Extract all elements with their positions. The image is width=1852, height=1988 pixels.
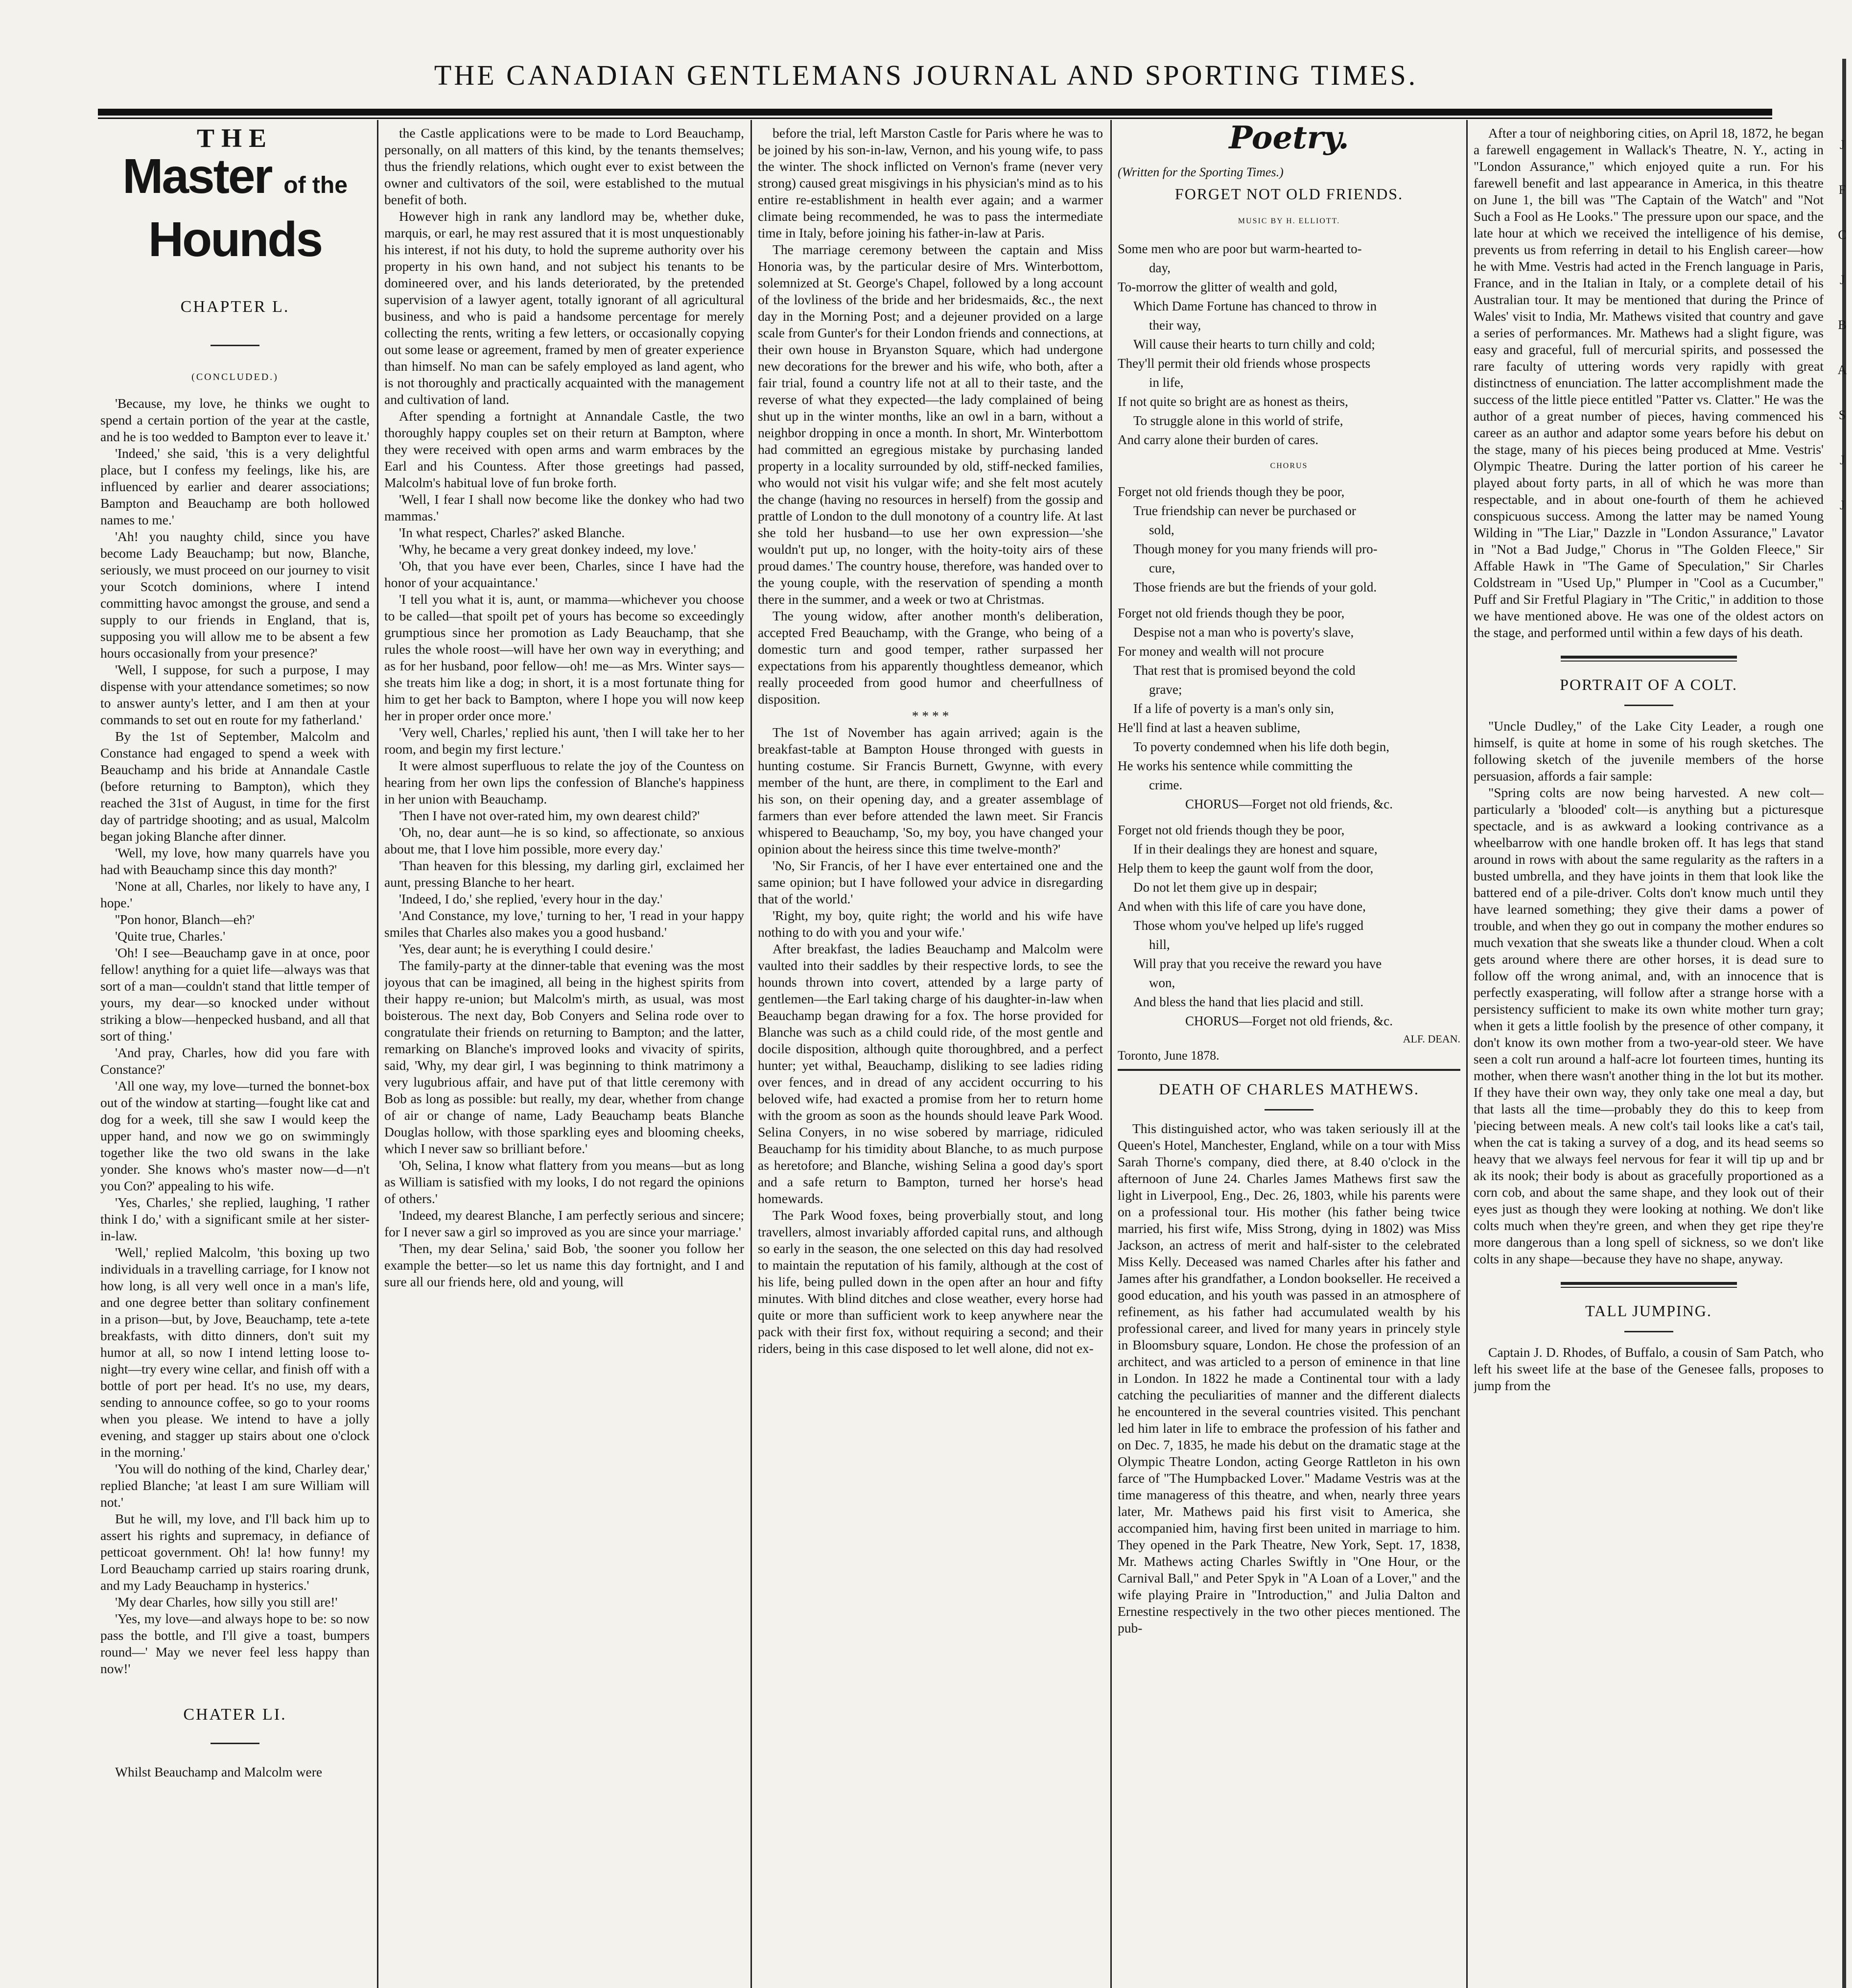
poem-line: And carry alone their burden of cares. [1118,432,1319,447]
story-title-of-the: of the [283,172,348,198]
story-paragraph: 'Quite true, Charles.' [115,928,226,944]
story-paragraph: 'Yes, Charles,' she replied, laughing, 'I rather think I do,' with a significant smile at her sister-in-law. [100,1195,370,1243]
chapter-heading-2: CHATER LI. [183,1705,287,1724]
poem-line: Some men who are poor but warm-hearted to- [1118,241,1362,256]
poem-line: If not quite so bright are as honest as theirs, [1118,394,1348,409]
column-4-poetry-and-obituary [1118,125,1460,1981]
poem-title: FORGET NOT OLD FRIENDS. [1174,185,1404,203]
adjacent-page-letters [1835,122,1850,528]
obituary-text: This distinguished actor, who was taken seriously ill at the Queen's Hotel, Manchester, England, while on a tour with Miss Sarah Thorne's company, died there, at 8.40 o'clock in the afternoon of June 24. Charles James Mathews first saw the light in Liverpool, Eng., Dec. 26, 1803, while his parents were on a professional tour. His mother (his father being twice married, his first wife, Miss Strong, dying in 1802) was Miss Jackson, an actress of merit and half-sister to the celebrated Miss Kelly. Deceased was named Charles after his father and James after his grandfather, a London bookseller. He received a good education, and his youth was passed in an atmosphere of refinement, as his father had accumulated wealth by his professional career, and lived for many years in princely style in Bloomsbury square, London. He chose the profession of an architect, and was articled to a person of eminence in that line in London. In 1822 he made a Continental tour with a lady catching the peculiarities of manner and the different dialects he encountered in the several countries visited. This penchant led him later in life to embrace the profession of his father and on Dec. 7, 1835, he made his debut on the dramatic stage at the Olympic Theatre London, acting George Rattleton in his own farce of "The Humpbacked Lover." Madame Vestris was at the time manageress of this theatre, and when, nearly three years later, Mr. Mathews paid his first visit to America, she accompanied him, having first been united in marriage to him. They opened in the Park Theatre, New York, Sept. 17, 1838, Mr. Mathews acting Charles Swiftly in "One Hour, or the Carnival Ball," and Peter Spyk in "A Loan of a Lover," and the wife playing Praire in "Introduction," and Julia Dalton and Ernestine respectively in the two other pieces mentioned. The pub- [1118,1121,1460,1635]
story-paragraph: 'Why, he became a very great donkey indeed, my love.' [399,542,696,557]
poem-line: hill, [1149,937,1170,952]
masthead-rule-thin [98,118,1772,119]
poem-chorus [1118,482,1460,597]
section-rule-2 [1561,656,1737,659]
tall-jumping-heading: TALL JUMPING. [1585,1302,1712,1320]
story-paragraph: 'None at all, Charles, nor likely to have any, I hope.' [100,878,370,910]
poem-line: To poverty condemned when his life doth begin, [1133,739,1389,754]
edge-letter: J [1839,138,1845,152]
poem-line: CHORUS—Forget not old friends, &c. [1185,797,1393,811]
poem-line: To struggle alone in this world of strife, [1133,413,1343,428]
story-paragraphs-3 [758,125,1103,1357]
story-paragraph: 'Then, my dear Selina,' said Bob, 'the sooner you follow her example the better—so let us name this day fortnight, and I and sure all our friends here, old and young, will [384,1241,744,1289]
column-2-story-continued [384,125,744,1981]
column-rule-4 [1466,120,1468,1988]
poem-line: True friendship can never be purchased or [1133,503,1356,518]
story-paragraph: 'Oh! I see—Beauchamp gave in at once, poor fellow! anything for a quiet life—always was that sort of a man—couldn't stand that little temper of yours, my dear—so knocked under without striking a blow—henpecked husband, and all that sort of thing.' [100,945,370,1043]
poem-line: Do not let them give up in despair; [1133,880,1317,895]
story-title [100,149,370,266]
story-paragraph: The marriage ceremony between the captain and Miss Honoria was, by the particular desire of Mrs. Winterbottom, solemnized at St. George's Chapel, followed by a long account of the lovliness of the bride and her bridesmaids, &c., the next day in the Morning Post; and a dejeuner provided on a large scale from Gunter's for their London friends and connections, at their own house in Bryanston Square, which had undergone new decorations for the brewer and his wife, who both, after a fair trial, found a country life not at all to their taste, and the reverse of what they expected—the lady complained of being shut up in the winter months, like an owl in a barn, without a neighbor dropping in once a month. In short, Mr. Winterbottom had committed an egregious mistake by purchasing landed property in a locality surrounded by old, stiff-necked families, who would not visit his vulgar wife; and she felt most acutely the change (having no resources in herself) from the gossip and prattle of London to the dull monotony of a country life. At last she told her husband—to use her own expression—'she wouldn't put up, no longer, with the hoity-toity airs of these proud dames.' The country house, therefore, was handed over to the young couple, with the reservation of spending a month there in the summer, and a week or two at Christmas. [758,242,1103,607]
column-rule-1 [377,120,378,1988]
story-paragraph: The family-party at the dinner-table that evening was the most joyous that can be imagined, all being in the highest spirits from their happy re-union; but Malcolm's mirth, as usual, was most boisterous. The next day, Bob Conyers and Selina rode over to congratulate their friends on returning to Bampton; and the latter, remarking on Blanche's improved looks and vivacity of spirits, said, 'Why, my dear girl, I was beginning to think matrimony a very lugubrious affair, and have put of that little ceremony with Bob as long as possible: but really, my dear, whether from change of air or change of name, Lady Beauchamp beats Blanche Douglas hollow, with those sparkling eyes and blooming cheeks, which I never saw so brilliant before.' [384,958,744,1156]
story-paragraph: 'I tell you what it is, aunt, or mamma—whichever you choose to be called—that spoilt pet of yours has become so exceedingly grumptious since her promotion as Lady Beauchamp, that she rules the whole roost—will have her own way in everything; and as for her husband, poor fellow—oh! me—as Mrs. Winter says—she treats him like a dog; in short, it is a most fortunate thing for him to get her back to Bampton, where I hope you will now keep her in proper order once more.' [384,592,744,723]
poem-line: If a life of poverty is a man's only sin, [1133,701,1334,716]
story-paragraphs [100,395,370,1677]
poem-line: That rest that is promised beyond the cold [1133,663,1356,678]
poem-line: Despise not a man who is poverty's slave, [1133,625,1354,639]
story-paragraph: 'My dear Charles, how silly you still are!' [115,1594,338,1609]
story-paragraph: But he will, my love, and I'll back him up to assert his rights and supremacy, in defiance of petticoat government. Oh! la! how funny! my Lord Beauchamp carried up stairs roaring drunk, and my Lady Beauchamp in hysterics.' [100,1511,370,1593]
masthead-rule-thick [98,109,1772,116]
poem-line: in life, [1149,375,1184,390]
story-paragraph: 'Indeed,' she said, 'this is a very delightful place, but I confess my feelings, like his, are influenced by earlier and dearer associations; Bampton and Beauchamp are both hollowed names to me.' [100,446,370,527]
edge-letter: J [1839,273,1845,287]
column-5-obituary-and-colt [1474,125,1824,1981]
story-paragraph: 'Because, my love, he thinks we ought to spend a certain portion of the year at the castle, and he is too wedded to Bampton ever to leave it.' [100,396,370,444]
poem-chorus-label: CHORUS [1270,462,1308,470]
poem-stanza-2 [1118,604,1460,814]
story-paragraph: 'And pray, Charles, how did you fare with Constance?' [100,1045,370,1077]
story-paragraph: 'Well, I fear I shall now become like the donkey who had two mammas.' [384,492,744,523]
obituary-rule [1265,1109,1313,1111]
story-paragraph: 'You will do nothing of the kind, Charley dear,' replied Blanche; 'at least I am sure William will not.' [100,1461,370,1510]
edge-letter: S [1838,408,1846,422]
poem-line: For money and wealth will not procure [1118,644,1324,659]
story-paragraph: ''Pon honor, Blanch—eh?' [115,912,255,927]
edge-letter: F [1838,183,1846,197]
story-paragraph: 'Well, my love, how many quarrels have you had with Beauchamp since this day month?' [100,845,370,877]
story-paragraph: 'Well,' replied Malcolm, 'this boxing up two individuals in a travelling carriage, for I know not how long, is all very well once in a man's life, and one degree better than solitary confinement in a prison—but, by Jove, Beauchamp, tete a-tete breakfasts, with ditto dinners, don't suit my humor at all, so now I intend letting loose to-night—try every wine cellar, and finish off with a bottle of port per head. It's no use, my dears, sending to announce coffee, so go to your rooms when you please. We intend to have a jolly evening, and stagger up stairs about one o'clock in the morning.' [100,1245,370,1460]
edge-letter: J [1839,498,1845,512]
section-rule-3 [1561,1282,1737,1285]
poem-line: Forget not old friends though they be poor, [1118,484,1345,499]
poem-music-credit: MUSIC BY H. ELLIOTT. [1238,217,1340,225]
poem-line: CHORUS—Forget not old friends, &c. [1185,1014,1393,1028]
poem-line: Which Dame Fortune has chanced to throw in [1133,299,1377,313]
story-paragraph: 'In what respect, Charles?' asked Blanche. [399,525,625,540]
poem-line: Though money for you many friends will pro- [1133,542,1378,556]
poem-line: Help them to keep the gaunt wolf from the door, [1118,861,1374,876]
story-the-label: THE [196,125,274,153]
poem-line: Forget not old friends though they be poor, [1118,823,1345,837]
column-1-serial-story [100,125,370,1981]
story-paragraph: By the 1st of September, Malcolm and Constance had engaged to spend a week with Beauchamp and his bride at Annandale Castle (before returning to Bampton), which they reached the 31st of August, in time for the first day of partridge shooting; and as usual, Malcolm began joking Blanche after dinner. [100,729,370,844]
story-paragraph: 'Yes, my love—and always hope to be: so now pass the bottle, and I'll give a toast, bumpers round—' May we never feel less happy than now!' [100,1611,370,1676]
section-rule [1118,1069,1460,1071]
poetry-heading: Poetry. [1229,125,1349,156]
story-paragraph: 'Very well, Charles,' replied his aunt, 'then I will take her to her room, and begin my first lecture.' [384,725,744,757]
story-paragraph: However high in rank any landlord may be, whether duke, marquis, or earl, he may rest assured that it is most unquestionably his interest, if not his duty, to hold the supreme authority over his property in his own hand, and not subject his tenants to be domineered over, and his lands deteriorated, by the pretended supervision of a lawyer agent, totally ignorant of all agricultural business, and who is paid a handsome percentage for merely collecting the rents, writing a few letters, or occasionally copying out some lease or agreement, framed by men of greater experience than himself. No man can be safely employed as land agent, who is not thoroughly and practically acquainted with the management and cultivation of land. [384,209,744,407]
story-paragraph: After breakfast, the ladies Beauchamp and Malcolm were vaulted into their saddles by their respective lords, to see the hounds thrown into covert, attended by a large party of gentlemen—the Earl taking charge of his daughter-in-law when Beauchamp began drawing for a fox. The horse provided for Blanche was such as a child could ride, of the most gentle and docile disposition, although quite thoroughbred, and a perfect hunter; yet withal, Beauchamp, disliking to see ladies riding over fences, and in dread of any accident occurring to his beloved wife, had exacted a promise from her to return home with the groom as soon as the hounds should leave Park Wood. Selina Conyers, in no wise sobered by marriage, ridiculed Beauchamp for his timidity about Blanche, to as much purpose as heretofore; and Blanche, wishing Selina a good day's sport and a safe return to Bampton, turned her horse's head homewards. [758,941,1103,1206]
section-rule-2b [1561,661,1737,662]
poem-line: won, [1149,975,1175,990]
poem-line: They'll permit their old friends whose prospects [1118,356,1371,371]
story-paragraph: The 1st of November has again arrived; again is the breakfast-table at Bampton House thronged with guests in hunting costume. Sir Francis Burnett, Gwynne, with every member of the hunt, are there, in compliment to the Earl and his son, on their opening day, and a greater assemblage of farmers than ever before attended the lawn meet. Sir Francis whispered to Beauchamp, 'So, my boy, you have changed your opinion about the heiress since this time twelve-month?' [758,725,1103,856]
poem-line: To-morrow the glitter of wealth and gold, [1118,280,1337,294]
poem-line: Forget not old friends though they be poor, [1118,606,1345,620]
masthead: THE CANADIAN GENTLEMANS JOURNAL AND SPORTING TIMES. [434,59,1418,91]
poem-signature: ALF. DEAN. [1403,1033,1460,1045]
poem-line: crime. [1149,778,1183,792]
story-paragraph: 'Well, I suppose, for such a purpose, I may dispense with your attendance sometimes; so now to answer aunty's letter, and I am then at your commands to set out en route for my fatherland.' [100,662,370,727]
story-paragraph: 'Oh, Selina, I know what flattery from you means—but as long as William is satisfied with my looks, I do not regard the opinions of others.' [384,1158,744,1206]
poem-stanza-1 [1118,239,1460,450]
colt-rule [1624,705,1673,706]
column-rule-3 [1110,120,1112,1988]
poem-line: cure, [1149,561,1175,575]
chapter-rule-2 [211,1743,259,1744]
story-title-master: Master [122,149,272,204]
poem-line: He works his sentence while committing the [1118,758,1353,773]
chapter-rule [211,345,259,346]
poem-attribution: (Written for the Sporting Times.) [1118,165,1284,179]
poem-line: Will pray that you receive the reward you have [1133,956,1382,971]
story-paragraph: 'Then I have not over-rated him, my own dearest child?' [399,808,700,823]
poem-stanza-3 [1118,821,1460,1031]
poem-place-date: Toronto, June 1878. [1118,1048,1219,1063]
story-paragraph: It were almost superfluous to relate the joy of the Countess on hearing from her own lips the confession of Blanche's happiness in her union with Beauchamp. [384,758,744,806]
poem-line: If in their dealings they are honest and square, [1133,842,1378,856]
poem-line: their way, [1149,318,1201,332]
edge-letter: A [1837,363,1847,377]
story-paragraph: 'And Constance, my love,' turning to her, 'I read in your happy smiles that Charles also makes you a good husband.' [384,908,744,940]
poem-line: Those friends are but the friends of your gold. [1133,580,1377,594]
column-3-story-continued [758,125,1103,1981]
poem-line: sold, [1149,522,1174,537]
colt-heading: PORTRAIT OF A COLT. [1560,676,1737,693]
section-rule-3b [1561,1287,1737,1288]
story-paragraph: * * * * [912,708,949,723]
poem-line: And when with this life of care you have done, [1118,899,1366,914]
colt-text: "Spring colts are now being harvested. A new colt—particularly a 'blooded' colt—is anything but a picturesque spectacle, and is as awkward a looking contrivance as a wheelbarrow with one handle broken off. It has legs that stand around in rows with about the same regularity as the rafters in a busted umbrella, and they have joints in them that look like the battered end of a pile-driver. Colts don't know much until they have learned something; they give their dams a power of trouble, and when they go out in company the mother endures so much vexation that she sweats like a thunder cloud. When a colt gets around where there are other horses, it is dead sure to follow off the wrong animal, and, with an innocence that is perfectly exasperating, will follow after a strange horse with a persistency sufficient to make its own white mother turn gray; when it gets a little foolish by the presence of other company, it don't know its own mother from a two-year-old steer. We have seen a colt run around a half-acre lot fourteen times, hunting its mother, when there wasn't another thing in the lot but its mother. If they have their own way, they only take one meal a day, but that lasts all the time—probably they do this to keep from 'piecing between meals. A new colt's tail looks like a cat's tail, when the cat is taking a survey of a dog, and its head seems so heavy that we always feel nervous for fear it will tip up and br ak its nook; their body is about as gracefully proportioned as a corn cob, and about the same shape, and they look out of their eyes just as though they were looking at nothing. We don't like colts much when they're green, and when they get ripe they're more dangerous than a long spell of sickness, so we don't like colts in any shape—because they have no shape, anyway. [1474,785,1824,1266]
story-paragraph: 'All one way, my love—turned the bonnet-box out of the window at starting—fought like cat and dog for a week, till she saw I would keep the upper hand, and now we go on swimmingly together like the two old swans in the lake yonder. She knows who's master now—d—n't you Con?' appealing to his wife. [100,1078,370,1193]
story-last-line: Whilst Beauchamp and Malcolm were [115,1764,323,1779]
column-rule-2 [750,120,752,1988]
story-paragraph: After spending a fortnight at Annandale Castle, the two thoroughly happy couples set on their return at Bampton, where they were received with open arms and warm embraces by the Earl and his Countess. After those greetings had passed, Malcolm's habitual love of fun broke forth. [384,408,744,490]
story-paragraph: 'Ah! you naughty child, since you have become Lady Beauchamp; but now, Blanche, seriously, we must proceed on our journey to visit your Scotch dominions, where I intend committing havoc amongst the grouse, and send a supply to our friends in England, that is, supposing you will allow me to be absent a few hours occasionally from your presence?' [100,529,370,661]
story-paragraph: the Castle applications were to be made to Lord Beauchamp, personally, on all matters of this kind, by the tenants themselves; thus the friendly relations, which ought ever to exist between the owner and cultivators of the soil, were established to the mutual benefit of both. [384,125,744,207]
story-paragraph: before the trial, left Marston Castle for Paris where he was to be joined by his son-in-law, Vernon, and his young wife, to pass the winter. The shock inflicted on Vernon's frame (never very strong) caused great misgivings in his physician's mind as to his entire re-establishment in health ever again; and a warmer climate being recommended, he was to pass the intermediate time in Italy, before joining his father-in-law at Paris. [758,125,1103,240]
story-title-hounds: Hounds [148,212,322,267]
tall-jumping-rule [1624,1331,1673,1332]
poem-line: And bless the hand that lies placid and still. [1133,994,1364,1009]
story-paragraph: 'Oh, that you have ever been, Charles, since I have had the honor of your acquaintance.' [384,558,744,590]
tall-jumping-text: Captain J. D. Rhodes, of Buffalo, a cousin of Sam Patch, who left his sweet life at the base of the Genesee falls, proposes to jump from the [1474,1345,1824,1393]
poem-line: He'll find at last a heaven sublime, [1118,720,1301,735]
poem-verses [1118,239,1460,1031]
story-paragraph: 'Yes, dear aunt; he is everything I could desire.' [399,941,653,956]
colt-intro: "Uncle Dudley," of the Lake City Leader, a rough one himself, is quite at home in some of his rough sketches. The following sketch of the juvenile members of the horse persuasion, affords a fair sample: [1474,718,1824,783]
poem-line: grave; [1149,682,1182,697]
poem-line: day, [1149,260,1171,275]
edge-letter: B [1838,318,1847,332]
concluded-label: (CONCLUDED.) [191,372,279,382]
story-paragraph: 'Indeed, I do,' she replied, 'every hour in the day.' [399,891,663,906]
poem-line: Those whom you've helped up life's rugged [1133,918,1364,933]
story-paragraph: The Park Wood foxes, being proverbially stout, and long travellers, almost invariably afforded capital runs, and although so early in the season, the one selected on this day had resolved to maintain the reputation of his family, although at the cost of his life, being pulled down in the open after an hour and fifty minutes. With blind ditches and close weather, every horse had quite or more than sufficient work to keep anywhere near the pack with their first fox, without requiring a second; and their riders, being in this case disposed to let well alone, did not ex- [758,1207,1103,1356]
story-paragraph: The young widow, after another month's deliberation, accepted Fred Beauchamp, with the Grange, who being of a domestic turn and good temper, rather surpassed her expectations from his apparently thoughtless demeanor, which really proceeded from good humor and cheerfullness of disposition. [758,608,1103,707]
story-paragraph: 'No, Sir Francis, of her I have ever entertained one and the same opinion; but I have followed your advice in disregarding that of the world.' [758,858,1103,906]
edge-letter: C [1838,228,1847,242]
story-paragraph: 'Right, my boy, quite right; the world and his wife have nothing to do with you and your wife.' [758,908,1103,940]
story-paragraphs-2 [384,125,744,1290]
story-paragraph: 'Indeed, my dearest Blanche, I am perfectly serious and sincere; for I never saw a girl so improved as you are since your marriage.' [384,1207,744,1239]
chapter-heading: CHAPTER L. [180,298,290,316]
story-paragraph: 'Than heaven for this blessing, my darling girl, exclaimed her aunt, pressing Blanche to her heart. [384,858,744,890]
poem-line: Will cause their hearts to turn chilly and cold; [1133,337,1375,352]
obituary-heading: DEATH OF CHARLES MATHEWS. [1159,1080,1419,1098]
edge-letter: J [1839,453,1845,467]
story-paragraph: 'Oh, no, dear aunt—he is so kind, so affectionate, so anxious about me, that I love him possible, more every day.' [384,825,744,856]
obituary-continued: After a tour of neighboring cities, on April 18, 1872, he began a farewell engagement in Wallack's Theatre, N. Y., acting in "London Assurance," which enjoyed quite a run. For his farewell benefit and last appearance in America, in this theatre on June 1, the bill was "The Captain of the Watch" and "Not Such a Fool as He Looks." The pressure upon our space, and the late hour at which we received the intelligence of his demise, prevents us from referring in detail to his English career—how he with Mme. Vestris had acted in the French language in Paris, France, and in the Italian in Italy, or a complete detail of his Australian tour. It may be mentioned that during the Prince of Wales' visit to India, Mr. Mathews visited that country and gave a series of performances. Mr. Mathews had a slight figure, was easy and graceful, full of mercurial spirits, and possessed the rare faculty of uttering words very rapidly with great distinctness of enunciation. The latter accomplishment made the success of the little piece entitled "Patter vs. Clatter." He was the author of a great number of pieces, having commenced his career as an author and adaptor some years before his debut on the stage, many of his pieces being produced at Mme. Vestris' Olympic Theatre. During the latter portion of his career he played about forty parts, in all of which he was more than respectable, and in about one-fourth of them he achieved conspicuous success. Among the latter may be named Young Wilding in "The Liar," Dazzle in "London Assurance," Lavator in "Not a Bad Judge," Chorus in "The Golden Fleece," Sir Affable Hawk in "The Game of Speculation," Sir Charles Coldstream in "Used Up," Plumper in "Cool as a Cucumber," Puff and Sir Fretful Plagiary in "The Critic," in addition to those we have mentioned above. He was one of the oldest actors on the stage, and performed until within a few days of his death. [1474,125,1824,640]
